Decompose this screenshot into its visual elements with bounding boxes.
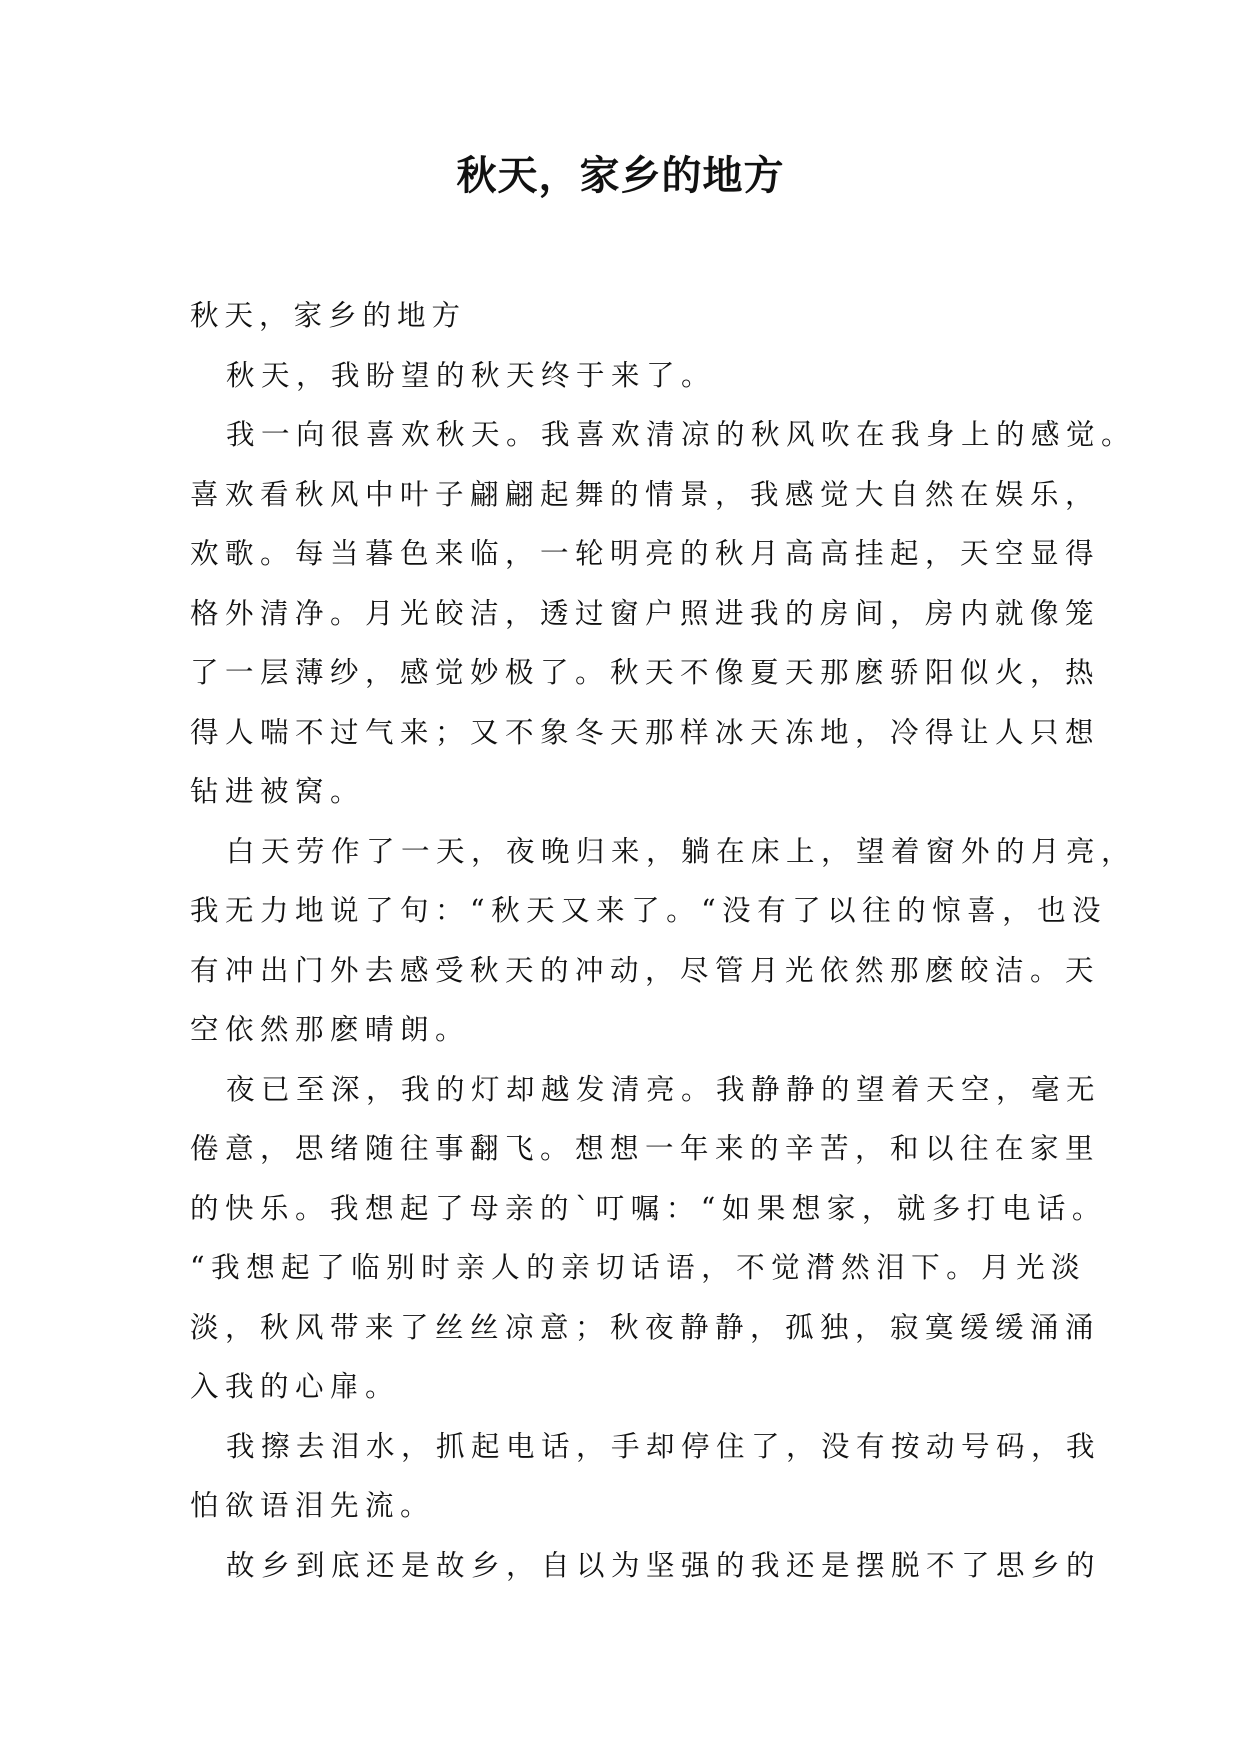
body-line — [190, 643, 1101, 703]
body-line-text: 我无力地说了句：“秋天又来了。“没有了以往的惊喜，也没 — [190, 894, 1108, 927]
body-line — [190, 941, 1101, 1001]
body-line — [190, 1357, 1070, 1417]
body-line-text: 怕欲语泪先流。 — [190, 1489, 436, 1522]
body-line-text: 的快乐。我想起了母亲的`叮嘱：“如果想家，就多打电话。 — [190, 1191, 1107, 1225]
body-line — [190, 1238, 1087, 1298]
body-line-text: 欢歌。每当暮色来临，一轮明亮的秋月高高挂起，天空显得 — [190, 537, 1101, 570]
body-line-text: 喜欢看秋风中叶子翩翩起舞的情景，我感觉大自然在娱乐， — [190, 477, 1101, 511]
body-line-text: 得人喘不过气来；又不象冬天那样冰天冻地，冷得让人只想 — [190, 715, 1101, 749]
body-line — [190, 881, 1108, 941]
body-line — [190, 405, 1137, 465]
document-title: 秋天，家乡的地方 — [456, 152, 785, 199]
body-heading: 秋天，家乡的地方 — [190, 299, 467, 332]
body-line — [190, 1060, 1102, 1120]
body-line — [190, 1417, 1102, 1477]
body-line — [190, 822, 1137, 882]
body-line — [190, 1179, 1107, 1239]
body-line-text: 淡，秋风带来了丝丝凉意；秋夜静静，孤独，寂寞缓缓涌涌 — [190, 1310, 1101, 1344]
body-line-text: 空依然那麽晴朗。 — [190, 1013, 471, 1046]
body-line — [190, 1476, 1070, 1536]
body-line-text: 我一向很喜欢秋天。我喜欢清凉的秋风吹在我身上的感觉。 — [226, 418, 1137, 451]
body-line-text: 有冲出门外去感受秋天的冲动，尽管月光依然那麽皎洁。天 — [190, 953, 1101, 987]
body-line-text: 夜已至深，我的灯却越发清亮。我静静的望着天空，毫无 — [226, 1072, 1102, 1106]
body-line-text: 入我的心扉。 — [190, 1370, 401, 1403]
body-line — [190, 1000, 1070, 1060]
body-line — [190, 584, 1101, 644]
body-line — [190, 1298, 1101, 1358]
body-line — [190, 703, 1101, 763]
body-lines — [190, 346, 1137, 1596]
body-line-text: 故乡到底还是故乡，自以为坚强的我还是摆脱不了思乡的 — [226, 1548, 1102, 1582]
body-line-text: 格外清净。月光皎洁，透过窗户照进我的房间，房内就像笼 — [190, 596, 1101, 630]
body-line — [190, 762, 1070, 822]
body-line — [190, 465, 1101, 525]
body-line-text: 秋天，我盼望的秋天终于来了。 — [226, 358, 717, 392]
body-line-text: 了一层薄纱，感觉妙极了。秋天不像夏天那麽骄阳似火，热 — [190, 656, 1101, 689]
body-line-text: 倦意，思绪随往事翻飞。想想一年来的辛苦，和以往在家里 — [190, 1132, 1101, 1165]
body-line — [190, 1119, 1101, 1179]
body-line-text: 白天劳作了一天，夜晚归来，躺在床上，望着窗外的月亮， — [226, 834, 1137, 868]
body-line-text: 我擦去泪水，抓起电话，手却停住了，没有按动号码，我 — [226, 1429, 1102, 1463]
body-line-text: 钻进被窝。 — [190, 775, 366, 808]
body-line — [190, 1536, 1102, 1596]
body-line — [190, 524, 1101, 584]
body-line — [190, 346, 1070, 406]
document-body — [190, 286, 1137, 1595]
body-line-text: “我想起了临别时亲人的亲切话语，不觉潸然泪下。月光淡 — [190, 1251, 1087, 1284]
